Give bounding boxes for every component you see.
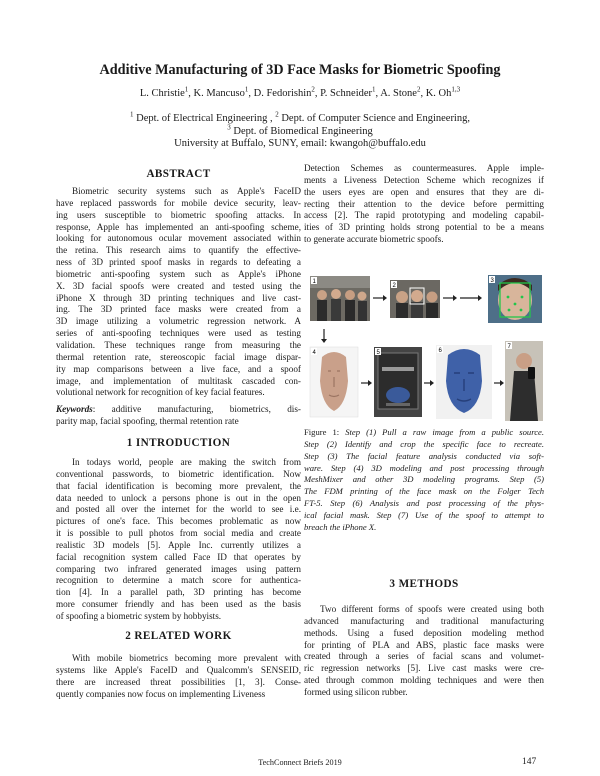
step-label: 2 bbox=[392, 283, 396, 289]
text-line: recting their attention to the device before permitting bbox=[304, 198, 544, 209]
text-line: ing. The 3D printed face masks were created from a bbox=[56, 304, 301, 315]
text-line: there are increased threat possibilities [1, 3]. Conse- bbox=[56, 676, 301, 687]
text-line: methods. Using a fused deposition modeling method bbox=[304, 627, 544, 638]
step-4-3d-model bbox=[310, 347, 358, 417]
text-line: for printing of PLA and ABS, plastic face masks were bbox=[304, 639, 544, 650]
text-line: advanced manufacturing and traditional manufacturing bbox=[304, 615, 544, 626]
related-body-continued bbox=[304, 163, 544, 246]
abstract-body bbox=[56, 186, 301, 399]
text-line: that facial identification is becoming more prevalent, the bbox=[56, 480, 301, 491]
text-line: ric regression networks [5]. Live cast masks were cre- bbox=[304, 663, 544, 674]
figure-1-illustration bbox=[306, 273, 546, 423]
text-line: pictures of one's face. This becomes problematic as now bbox=[56, 516, 301, 527]
step-2-crop bbox=[390, 280, 440, 318]
text-line: data needed to unlock a persons phone is out in the open bbox=[56, 492, 301, 503]
author: K. Mancuso bbox=[193, 88, 245, 99]
text-line: X. 3D facial spoofs were created and tested using the bbox=[56, 280, 301, 291]
paper-title: Additive Manufacturing of 3D Face Masks for Biometric Spoofing bbox=[99, 62, 501, 78]
keywords: Keywords: additive manufacturing, biometrics, dis- parity map, facial spoofing, thermal retention rate bbox=[56, 404, 301, 426]
author: K. Oh bbox=[425, 88, 452, 99]
text-line: conventional passwords, to biometric identification. Now bbox=[56, 468, 301, 479]
text-line: ments a Liveness Detection Scheme which recognizes if bbox=[304, 174, 544, 185]
text-line: thermal retention rate, stereoscopic facial image dispar- bbox=[56, 351, 301, 362]
figure-1 bbox=[306, 273, 546, 423]
text-line: response, Apple has implemented an anti-spoofing scheme, bbox=[56, 221, 301, 232]
text-line: have replaced passwords for mobile device security, leav- bbox=[56, 197, 301, 208]
text-line: In todays world, people are making the switch from bbox=[72, 457, 301, 467]
intro-heading: 1 INTRODUCTION bbox=[126, 437, 231, 449]
text-line: ities of 3D printing holds strong potential to be a means bbox=[304, 222, 544, 233]
text-line: 3D image utilizing a volumetric regression network. A bbox=[56, 316, 301, 327]
related-heading: 2 RELATED WORK bbox=[125, 630, 232, 642]
step-1-raw-photo bbox=[310, 276, 370, 321]
text-line: the retina. This research aims to quantify the effective- bbox=[56, 245, 301, 256]
step-3-face-analysis bbox=[488, 275, 542, 323]
text-line: and posted all over the internet for the world to see i.e. bbox=[56, 504, 301, 515]
text-line: created through a series of facial scans and volumet- bbox=[304, 651, 544, 662]
text-line: tion [4]. In a parallel path, 3D printing has become bbox=[56, 587, 301, 598]
step-label: 7 bbox=[507, 344, 511, 350]
methods-body bbox=[304, 604, 544, 699]
text-line: it is possible to pull photos from social media and create bbox=[56, 528, 301, 539]
step-label: 6 bbox=[438, 348, 442, 354]
author-list: L. Christie$^1$, K. Mancuso$^1$, D. Fedorishin$^2$, P. Schneider$^1$, A. Stone$^2$, K. Oh$^{1,3}$ bbox=[139, 85, 461, 99]
text-line: volutional network for recognition of key facial features. bbox=[56, 387, 265, 398]
abstract-heading: ABSTRACT bbox=[146, 168, 211, 180]
author: D. Fedorishin bbox=[253, 88, 312, 99]
text-line: systems like Apple's FaceID and Qualcomm's SENSEID, bbox=[56, 664, 301, 675]
text-line: to generate accurate biometric spoofs. bbox=[304, 234, 444, 245]
author: A. Stone bbox=[380, 88, 417, 99]
step-label: 5 bbox=[376, 350, 380, 356]
step-label: 1 bbox=[312, 279, 316, 285]
step-6-printed-mask bbox=[436, 345, 492, 419]
text-line: ing users susceptible to biometric spoofing attacks. In bbox=[56, 209, 301, 220]
text-line: the users eyes are open and ensures that they are di- bbox=[304, 186, 544, 197]
step-5-fdm-printer bbox=[374, 347, 422, 417]
text-line: comparing two infrared generated images using pattern bbox=[56, 563, 301, 574]
text-line: biometric anti-spoofing system such as Apple's iPhone bbox=[56, 268, 301, 279]
step-label: 4 bbox=[312, 350, 316, 356]
text-line: Detection Schemes as countermeasures. Apple imple- bbox=[304, 163, 544, 173]
text-line: ity map comparisons between a live face, and a spoof bbox=[56, 363, 301, 374]
step-label: 3 bbox=[490, 278, 494, 284]
text-line: recognition to determine a match score for authentica- bbox=[56, 575, 301, 586]
page-number: 147 bbox=[522, 757, 537, 767]
text-line: Two different forms of spoofs were created using both bbox=[320, 604, 544, 614]
footer-venue: TechConnect Briefs 2019 bbox=[258, 758, 342, 767]
related-body bbox=[56, 653, 301, 700]
text-line: Biometric security systems such as Apple's FaceID bbox=[72, 186, 301, 196]
intro-body bbox=[56, 457, 301, 623]
figure-1-caption: Figure 1: Step (1) Pull a raw image from a public source. Step (2) Identify and crop the specific face to recreate. Step (3) The facial feature analysis conducted via soft- ware. Step (4) 3D modeling and post processing through MeshMixer and other 3D modeling programs. Step (5) The FDM printing of the face mask on the Folger Tech FT-5. Step (6) Analysis and post processing of the phys- ical facial mask. Step (7) Use of the spoof to attempt to breach the iPhone X. bbox=[304, 427, 544, 532]
step-7-iphone-test bbox=[505, 341, 543, 421]
text-line: ness of 3D printed spoof masks in regards to defeating a bbox=[56, 257, 301, 268]
text-line: image, and implementation of multitask cascaded con- bbox=[56, 375, 301, 386]
text-line: more consumer friendly and has been used as the basis bbox=[56, 599, 301, 610]
text-line: access [2]. The rapid prototyping and modeling capabil- bbox=[304, 210, 544, 221]
text-line: realistic 3D models [5]. Apple Inc. currently utilizes a bbox=[56, 539, 301, 550]
text-line: facial recognition system called Face ID that operates by bbox=[56, 551, 301, 562]
text-line: formed using silicon rubber. bbox=[304, 686, 408, 697]
author: P. Schneider bbox=[320, 88, 373, 99]
text-line: validation. These techniques range from measuring the bbox=[56, 339, 301, 350]
affiliations: $^1$ Dept. of Electrical Engineering , $^2$ Dept. of Computer Science and Engineering, $^3$ Dept. of Biomedical Engineering University at Buffalo, SUNY, email: kwangoh@buffalo.edu bbox=[130, 110, 470, 149]
methods-heading: 3 METHODS bbox=[389, 578, 459, 590]
text-line: iPhone X through 3D printing techniques and live cast- bbox=[56, 292, 301, 303]
text-line: series of anti-spoofing techniques were used as testing bbox=[56, 328, 301, 339]
text-line: With mobile biometrics becoming more prevalent with bbox=[72, 653, 301, 663]
text-line: looking for autonomous ocular movement associated within bbox=[56, 233, 301, 244]
text-line: of spoofing a biometric system by hobbyists. bbox=[56, 610, 222, 621]
author: L. Christie bbox=[139, 88, 185, 99]
text-line: ated through common molding techniques and were then bbox=[304, 675, 544, 686]
text-line: quently companies now focus on implementing Liveness bbox=[56, 688, 266, 699]
